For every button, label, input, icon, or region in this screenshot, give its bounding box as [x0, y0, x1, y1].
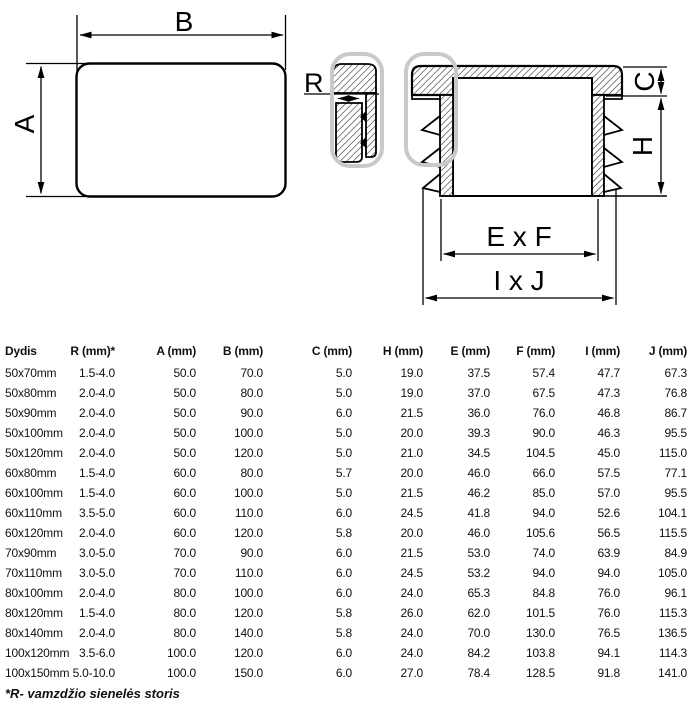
table-cell: 100.0: [233, 486, 263, 500]
table-cell: 53.0: [467, 546, 490, 560]
section-view: [406, 54, 667, 305]
table-cell: 24.0: [400, 586, 423, 600]
table-cell: 110.0: [234, 566, 263, 580]
table-row: [0, 563, 687, 583]
table-cell: 3.5-6.0: [79, 646, 115, 660]
table-row: [0, 603, 687, 623]
table-cell: 39.3: [467, 426, 490, 440]
table-cell: 105.0: [657, 566, 687, 580]
table-cell: 136.5: [657, 626, 687, 640]
table-cell: 70x110mm: [5, 566, 62, 580]
table-cell: 103.8: [525, 646, 555, 660]
table-cell: 60x120mm: [5, 526, 63, 540]
cap-right-wall: [592, 95, 604, 196]
table-cell: 60x80mm: [5, 466, 57, 480]
table-cell: 84.8: [532, 586, 555, 600]
table-cell: 80.0: [173, 586, 196, 600]
table-cell: 76.0: [532, 406, 555, 420]
table-cell: 65.3: [467, 586, 490, 600]
table-cell: 130.0: [525, 626, 555, 640]
table-cell: 76.8: [664, 386, 687, 400]
table-cell: 57.5: [597, 466, 620, 480]
table-cell: 6.0: [335, 406, 352, 420]
table-cell: 5.0: [335, 426, 352, 440]
table-cell: 2.0-4.0: [79, 586, 115, 600]
table-cell: 120.0: [233, 526, 263, 540]
table-cell: 20.0: [400, 466, 423, 480]
table-cell: 94.0: [532, 566, 555, 580]
column-header: I (mm): [585, 344, 620, 358]
table-cell: 90.0: [240, 546, 263, 560]
table-cell: 24.0: [400, 626, 423, 640]
table-cell: 86.7: [664, 406, 687, 420]
table-cell: 56.5: [597, 526, 620, 540]
table-cell: 60x100mm: [5, 486, 63, 500]
table-cell: 47.3: [597, 386, 620, 400]
column-header: F (mm): [516, 344, 555, 358]
table-cell: 53.2: [467, 566, 490, 580]
table-row: [0, 483, 687, 503]
table-cell: 21.0: [400, 446, 423, 460]
wall-detail-view: [304, 54, 382, 166]
table-cell: 37.5: [467, 366, 490, 380]
table-row: [0, 383, 687, 403]
table-cell: 3.5-5.0: [79, 506, 115, 520]
table-cell: 105.6: [525, 526, 555, 540]
table-cell: 50x70mm: [5, 366, 57, 380]
table-cell: 37.0: [467, 386, 490, 400]
table-cell: 80.0: [240, 386, 263, 400]
table-cell: 46.0: [467, 466, 490, 480]
table-cell: 141.0: [657, 666, 687, 680]
table-cell: 5.0: [335, 386, 352, 400]
table-cell: 120.0: [233, 646, 263, 660]
table-cell: 70.0: [173, 566, 196, 580]
table-cell: 46.2: [467, 486, 490, 500]
table-cell: 50x100mm: [5, 426, 63, 440]
table-cell: 101.5: [525, 606, 555, 620]
table-cell: 2.0-4.0: [79, 386, 115, 400]
table-cell: 70.0: [240, 366, 263, 380]
table-cell: 94.0: [597, 566, 620, 580]
dim-label-c: C: [629, 71, 660, 92]
dim-label-ixj: I x J: [493, 265, 545, 296]
table-cell: 46.3: [597, 426, 620, 440]
table-cell: 100.0: [166, 666, 196, 680]
table-cell: 50.0: [173, 366, 196, 380]
table-header-row: [0, 341, 687, 361]
table-cell: 96.1: [664, 586, 687, 600]
table-cell: 1.5-4.0: [79, 466, 115, 480]
table-cell: 90.0: [532, 426, 555, 440]
table-cell: 94.1: [597, 646, 620, 660]
table-cell: 27.0: [400, 666, 423, 680]
table-cell: 3.0-5.0: [79, 566, 115, 580]
table-cell: 84.2: [467, 646, 490, 660]
dim-label-b: B: [174, 6, 194, 37]
table-cell: 50.0: [173, 426, 196, 440]
table-cell: 67.3: [664, 366, 687, 380]
table-cell: 80.0: [173, 606, 196, 620]
column-header: R (mm)*: [70, 344, 115, 358]
table-cell: 74.0: [532, 546, 555, 560]
table-cell: 100x120mm: [5, 646, 70, 660]
table-cell: 24.0: [400, 646, 423, 660]
table-cell: 50x120mm: [5, 446, 63, 460]
table-cell: 5.0: [335, 366, 352, 380]
table-cell: 76.0: [597, 606, 620, 620]
table-row: [0, 643, 687, 663]
table-cell: 70x90mm: [5, 546, 57, 560]
table-cell: 70.0: [173, 546, 196, 560]
table-cell: 77.1: [664, 466, 687, 480]
table-cell: 80x120mm: [5, 606, 63, 620]
table-cell: 60.0: [173, 506, 196, 520]
table-cell: 84.9: [664, 546, 687, 560]
table-cell: 80x100mm: [5, 586, 63, 600]
table-cell: 5.8: [335, 606, 352, 620]
table-cell: 47.7: [597, 366, 620, 380]
table-cell: 140.0: [233, 626, 263, 640]
table-cell: 80.0: [240, 466, 263, 480]
dim-label-a: A: [9, 114, 40, 134]
table-cell: 6.0: [335, 506, 352, 520]
table-cell: 6.0: [335, 566, 352, 580]
table-cell: 26.0: [400, 606, 423, 620]
table-cell: 36.0: [467, 406, 490, 420]
table-cell: 114.3: [658, 646, 687, 660]
dim-label-h: H: [627, 135, 658, 157]
table-cell: 21.5: [400, 406, 423, 420]
table-cell: 60.0: [173, 526, 196, 540]
table-cell: 41.8: [467, 506, 490, 520]
table-cell: 60x110mm: [5, 506, 62, 520]
column-header: E (mm): [450, 344, 490, 358]
table-cell: 115.5: [658, 526, 687, 540]
table-cell: 6.0: [335, 586, 352, 600]
table-cell: 21.5: [400, 486, 423, 500]
table-cell: 5.7: [335, 466, 352, 480]
table-row: [0, 663, 687, 683]
cap-left-wall: [440, 95, 453, 196]
table-cell: 76.0: [597, 586, 620, 600]
front-view: [9, 6, 286, 197]
table-cell: 57.0: [597, 486, 620, 500]
table-cell: 66.0: [532, 466, 555, 480]
column-header: H (mm): [382, 344, 423, 358]
table-cell: 46.8: [597, 406, 620, 420]
detail-tube-wall: [336, 103, 362, 162]
table-cell: 62.0: [467, 606, 490, 620]
table-cell: 21.5: [400, 546, 423, 560]
table-row: [0, 503, 687, 523]
table-row: [0, 423, 687, 443]
table-cell: 6.0: [335, 546, 352, 560]
table-cell: 104.5: [525, 446, 555, 460]
table-cell: 100x150mm: [5, 666, 70, 680]
table-cell: 120.0: [233, 446, 263, 460]
table-cell: 60.0: [173, 466, 196, 480]
table-cell: 115.0: [658, 446, 687, 460]
table-cell: 57.4: [532, 366, 555, 380]
table-cell: 20.0: [400, 526, 423, 540]
table-row: [0, 523, 687, 543]
table-cell: 95.5: [664, 486, 687, 500]
table-cell: 1.5-4.0: [79, 606, 115, 620]
table-cell: 91.8: [597, 666, 620, 680]
table-cell: 78.4: [467, 666, 490, 680]
table-cell: 100.0: [166, 646, 196, 660]
table-cell: 76.5: [597, 626, 620, 640]
table-cell: 5.8: [335, 626, 352, 640]
table-cell: 50.0: [173, 406, 196, 420]
table-cell: 34.5: [467, 446, 490, 460]
table-cell: 19.0: [400, 366, 423, 380]
table-cell: 6.0: [335, 666, 352, 680]
table-cell: 3.0-5.0: [79, 546, 115, 560]
table-cell: 80.0: [173, 626, 196, 640]
column-header: J (mm): [648, 344, 687, 358]
table-cell: 2.0-4.0: [79, 406, 115, 420]
table-cell: 128.5: [525, 666, 555, 680]
table-cell: 2.0-4.0: [79, 526, 115, 540]
table-row: [0, 403, 687, 423]
column-header: Dydis: [5, 344, 37, 358]
table-cell: 6.0: [335, 646, 352, 660]
table-cell: 50x90mm: [5, 406, 57, 420]
table-cell: 45.0: [597, 446, 620, 460]
table-cell: 90.0: [240, 406, 263, 420]
dim-label-r: R: [304, 68, 324, 98]
column-header: C (mm): [311, 344, 352, 358]
table-row: [0, 583, 687, 603]
table-row: [0, 543, 687, 563]
table-cell: 19.0: [400, 386, 423, 400]
table-cell: 100.0: [233, 426, 263, 440]
front-view-outline: [77, 64, 286, 197]
table-cell: 67.5: [532, 386, 555, 400]
table-cell: 50.0: [173, 386, 196, 400]
table-cell: 5.0-10.0: [72, 666, 115, 680]
table-cell: 60.0: [173, 486, 196, 500]
table-cell: 52.6: [597, 506, 620, 520]
table-cell: 85.0: [532, 486, 555, 500]
table-row: [0, 363, 687, 383]
table-cell: 2.0-4.0: [79, 446, 115, 460]
column-header: B (mm): [222, 344, 263, 358]
table-cell: 24.5: [400, 566, 423, 580]
table-cell: 50x80mm: [5, 386, 57, 400]
detail-lip-section: [333, 64, 376, 93]
table-cell: 2.0-4.0: [79, 426, 115, 440]
table-footnote: *R- vamzdžio sienelės storis: [5, 686, 180, 701]
table-cell: 5.0: [335, 486, 352, 500]
technical-drawing: [0, 0, 694, 338]
table-row: [0, 463, 687, 483]
table-cell: 1.5-4.0: [79, 486, 115, 500]
table-cell: 95.5: [664, 426, 687, 440]
table-body: [0, 363, 687, 683]
table-row: [0, 443, 687, 463]
detail-inner-wall: [366, 93, 376, 157]
column-header: A (mm): [156, 344, 196, 358]
table-cell: 80x140mm: [5, 626, 63, 640]
table-cell: 20.0: [400, 426, 423, 440]
table-cell: 5.0: [335, 446, 352, 460]
table-row: [0, 623, 687, 643]
table-cell: 150.0: [233, 666, 263, 680]
table-cell: 70.0: [467, 626, 490, 640]
dim-label-exf: E x F: [486, 221, 552, 252]
table-cell: 94.0: [532, 506, 555, 520]
table-cell: 104.1: [657, 506, 687, 520]
table-cell: 110.0: [234, 506, 263, 520]
table-cell: 1.5-4.0: [79, 366, 115, 380]
table-cell: 50.0: [173, 446, 196, 460]
table-cell: 100.0: [233, 586, 263, 600]
table-cell: 2.0-4.0: [79, 626, 115, 640]
table-cell: 115.3: [658, 606, 687, 620]
table-cell: 63.9: [597, 546, 620, 560]
table-cell: 24.5: [400, 506, 423, 520]
table-cell: 120.0: [233, 606, 263, 620]
table-cell: 5.8: [335, 526, 352, 540]
cap-cavity: [453, 78, 592, 196]
table-cell: 46.0: [467, 526, 490, 540]
dimension-table: [0, 341, 687, 683]
